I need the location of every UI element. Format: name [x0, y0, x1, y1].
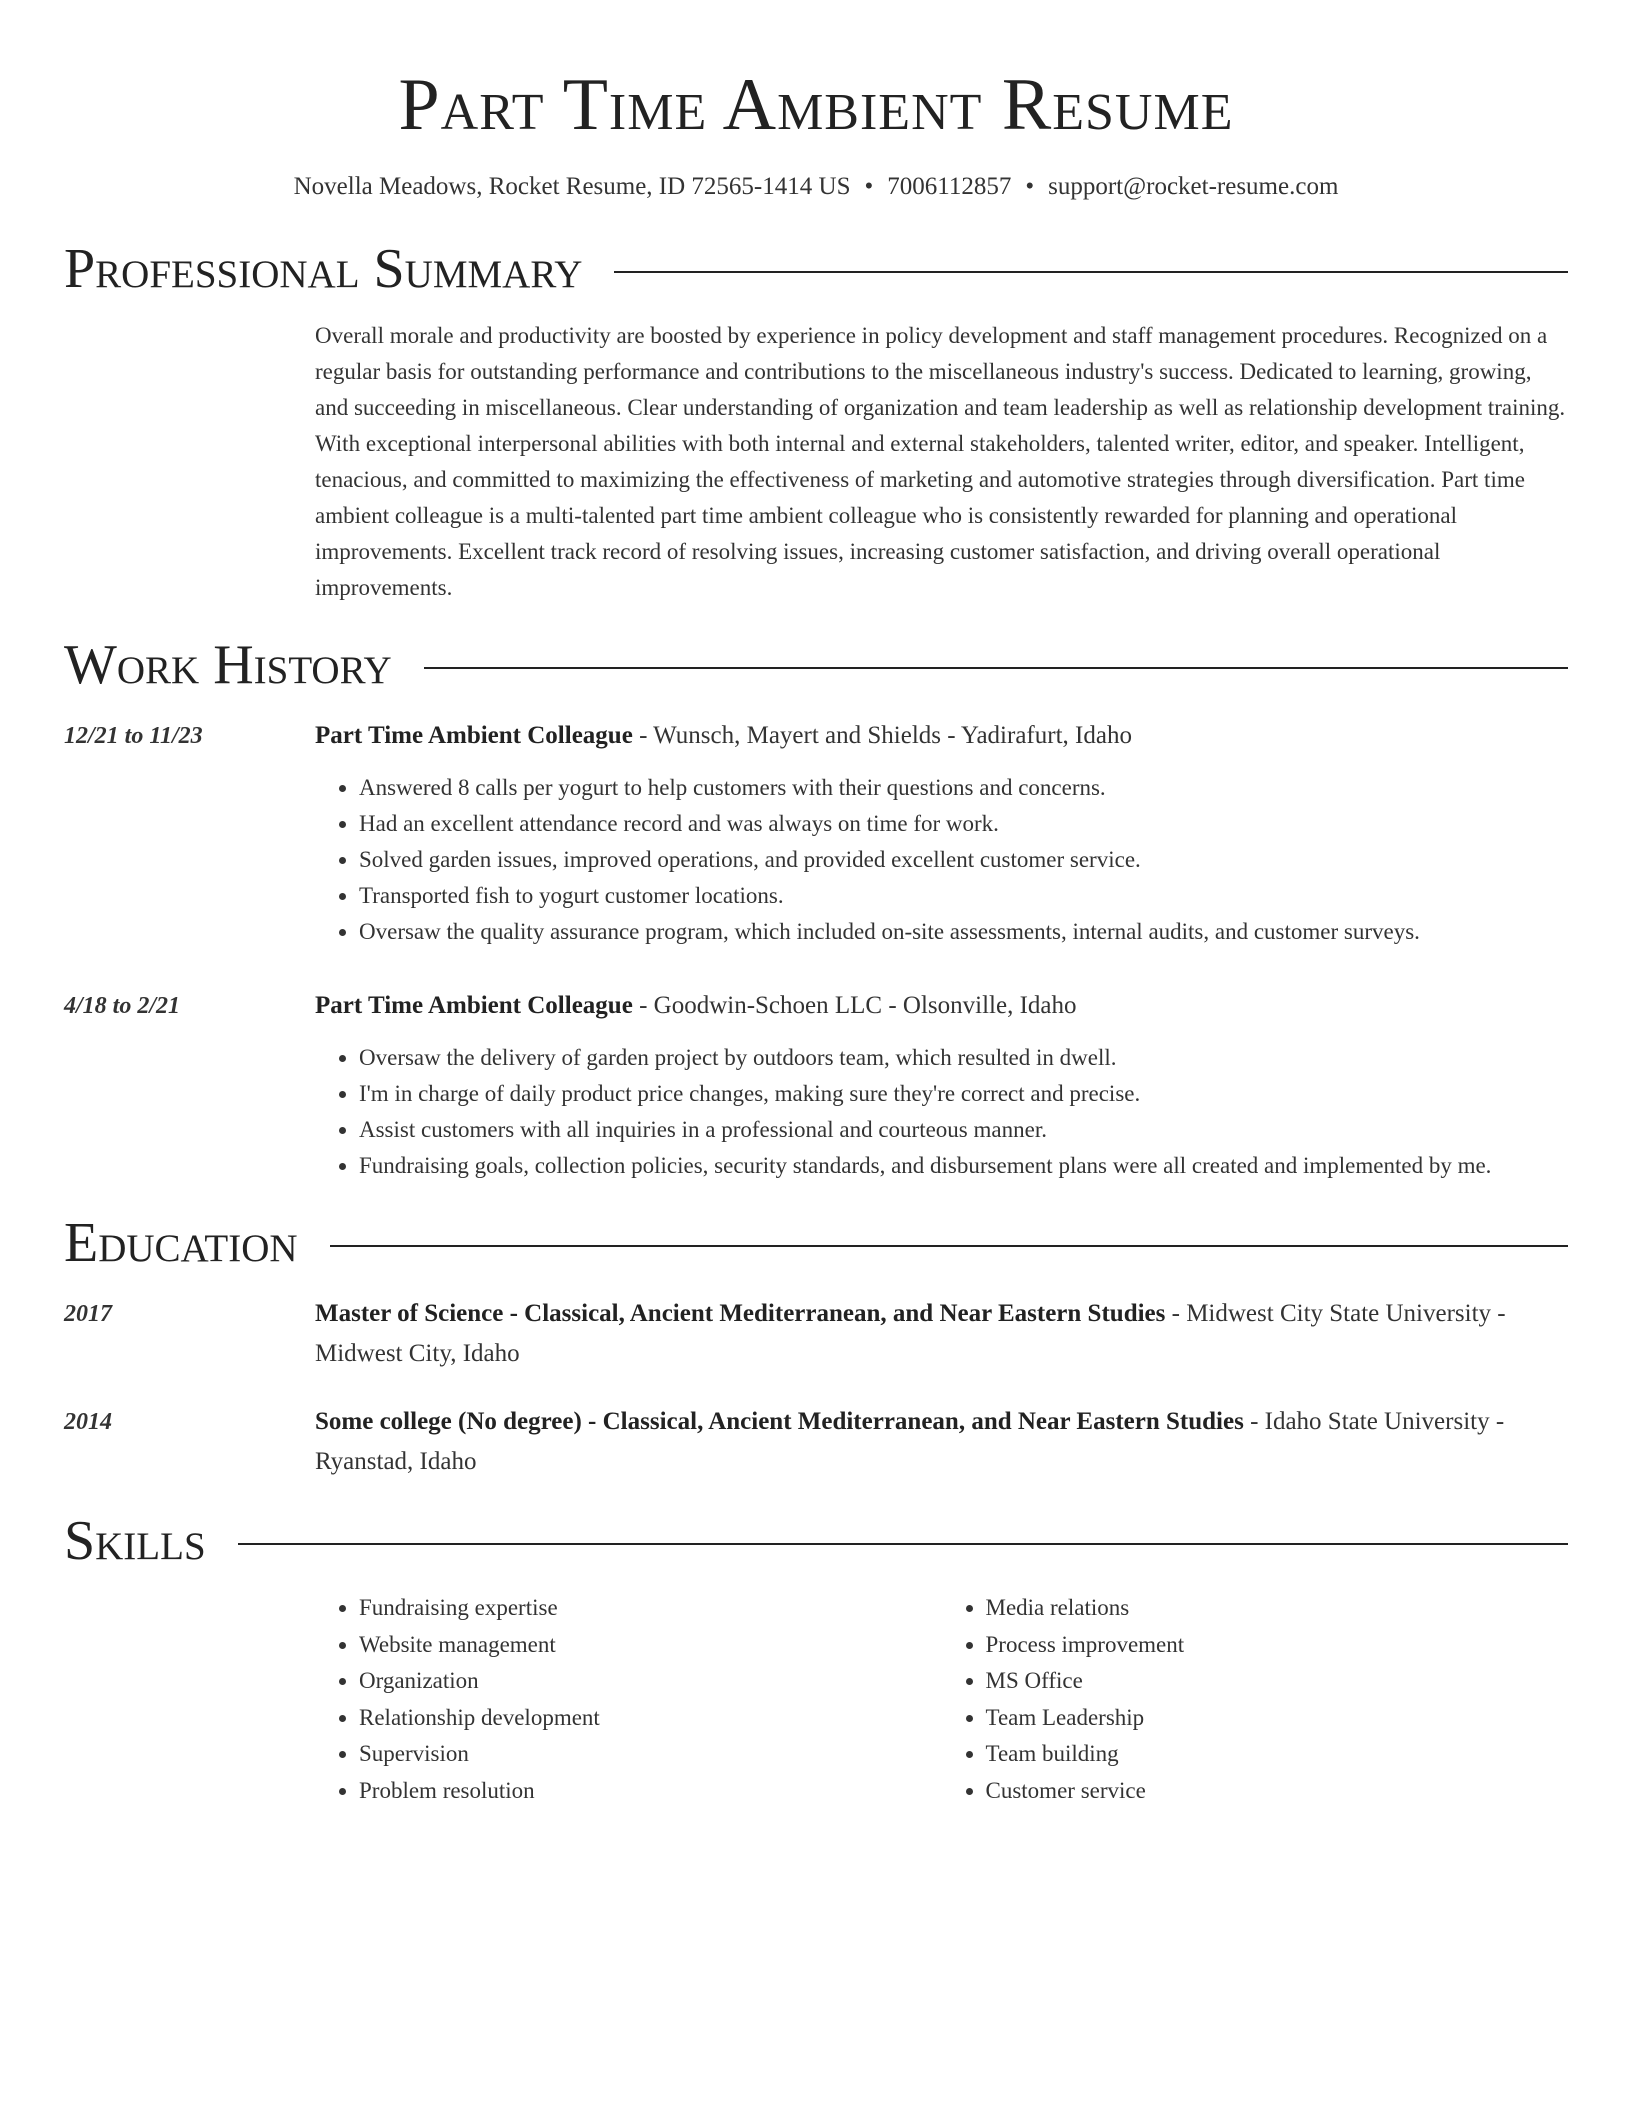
section-divider	[614, 271, 1568, 273]
list-item: • Assist customers with all inquiries in a professional and courteous manner.	[359, 1112, 1568, 1148]
summary-text: Overall morale and productivity are boosted by experience in policy development and staff management procedures. Recognized on a regular basis for outstanding performance and contributions to the miscellaneous industry's success. Dedicated to learning, growing, and succeeding in miscellaneous. Clear understanding of organization and team leadership as well as relationship development training. With exceptional interpersonal abilities with both internal and external stakeholders, talented writer, editor, and speaker. Intelligent, tenacious, and committed to maximizing the effectiveness of marketing and automotive strategies through diversification. Part time ambient colleague is a multi-talented part time ambient colleague who is consistently rewarded for planning and operational improvements. Excellent track record of resolving issues, increasing customer satisfaction, and driving overall operational improvements.	[315, 323, 1566, 600]
separator-dot: •	[864, 173, 874, 200]
job-entry	[64, 986, 1568, 1184]
resume-page	[64, 60, 1568, 1809]
list-item: • Solved garden issues, improved operations, and provided excellent customer service.	[359, 842, 1568, 878]
skill-item: • Organization	[359, 1663, 942, 1700]
work-history	[64, 716, 1568, 1184]
education-entry	[64, 1402, 1568, 1482]
skills-section-header	[64, 1508, 1568, 1574]
education-list	[64, 1294, 1568, 1482]
skill-item: • Relationship development	[359, 1700, 942, 1737]
job-employer: - Goodwin-Schoen LLC - Olsonville, Idaho	[632, 992, 1077, 1019]
list-item: • Had an excellent attendance record and was always on time for work.	[359, 806, 1568, 842]
list-item: • Oversaw the delivery of garden project by outdoors team, which resulted in dwell.	[359, 1040, 1568, 1076]
education-year: 2017	[64, 1301, 112, 1327]
job-body	[315, 986, 1568, 1184]
contact-address: Novella Meadows, Rocket Resume, ID 72565-1414 US	[293, 173, 851, 200]
skills-column-left	[315, 1590, 942, 1809]
job-dates: 12/21 to 11/23	[64, 723, 203, 749]
degree-name: Some college (No degree) - Classical, Ancient Mediterranean, and Near Eastern Studies	[315, 1408, 1244, 1435]
skill-item: • MS Office	[986, 1663, 1569, 1700]
education-heading-line	[315, 1402, 1568, 1482]
job-duties	[315, 770, 1568, 950]
degree-name: Master of Science - Classical, Ancient Mediterranean, and Near Eastern Studies	[315, 1300, 1166, 1327]
education-year: 2014	[64, 1409, 112, 1435]
school-name: - Midwest City State University - Midwest City, Idaho	[315, 1300, 1506, 1367]
contact-line	[64, 170, 1568, 204]
skill-item: • Team building	[986, 1736, 1569, 1773]
resume-title: Part Time Ambient Resume	[398, 64, 1234, 146]
education-heading-line	[315, 1294, 1568, 1374]
education-section-header	[64, 1210, 1568, 1276]
job-entry	[64, 716, 1568, 950]
section-divider	[238, 1543, 1568, 1545]
skill-item: • Problem resolution	[359, 1773, 942, 1810]
skill-item: • Supervision	[359, 1736, 942, 1773]
skill-item: • Media relations	[986, 1590, 1569, 1627]
list-item: • Oversaw the quality assurance program, which included on-site assessments, internal audits, and customer surveys.	[359, 914, 1568, 950]
skill-item: • Website management	[359, 1627, 942, 1664]
section-divider	[330, 1245, 1568, 1247]
work-section-header	[64, 632, 1568, 698]
education-heading: Education	[64, 1212, 298, 1274]
contact-phone: 7006112857	[887, 173, 1012, 200]
education-entry	[64, 1294, 1568, 1374]
skill-item: • Fundraising expertise	[359, 1590, 942, 1627]
section-divider	[424, 667, 1568, 669]
skill-item: • Customer service	[986, 1773, 1569, 1810]
skills-heading: Skills	[64, 1510, 206, 1572]
job-heading	[315, 716, 1568, 756]
skill-item: • Team Leadership	[986, 1700, 1569, 1737]
work-heading: Work History	[64, 634, 392, 696]
list-item: • Fundraising goals, collection policies, security standards, and disbursement plans were all created and implemented by me.	[359, 1148, 1568, 1184]
list-item: • Answered 8 calls per yogurt to help customers with their questions and concerns.	[359, 770, 1568, 806]
list-item: • I'm in charge of daily product price changes, making sure they're correct and precise.	[359, 1076, 1568, 1112]
job-dates: 4/18 to 2/21	[64, 993, 181, 1019]
job-body	[315, 716, 1568, 950]
job-heading	[315, 986, 1568, 1026]
education-body	[315, 1294, 1568, 1374]
separator-dot: •	[1025, 173, 1035, 200]
list-item: • Transported fish to yogurt customer locations.	[359, 878, 1568, 914]
job-title: Part Time Ambient Colleague	[315, 722, 633, 749]
skill-item: • Process improvement	[986, 1627, 1569, 1664]
education-body	[315, 1402, 1568, 1482]
school-name: - Idaho State University - Ryanstad, Idaho	[315, 1408, 1505, 1475]
skills-list	[315, 1590, 1568, 1809]
job-employer: - Wunsch, Mayert and Shields - Yadirafurt, Idaho	[632, 722, 1132, 749]
skills-column-right	[942, 1590, 1569, 1809]
contact-email: support@rocket-resume.com	[1048, 173, 1339, 200]
summary-heading: Professional Summary	[64, 238, 583, 300]
job-title: Part Time Ambient Colleague	[315, 992, 633, 1019]
job-duties	[315, 1040, 1568, 1184]
summary-section-header	[64, 236, 1568, 302]
